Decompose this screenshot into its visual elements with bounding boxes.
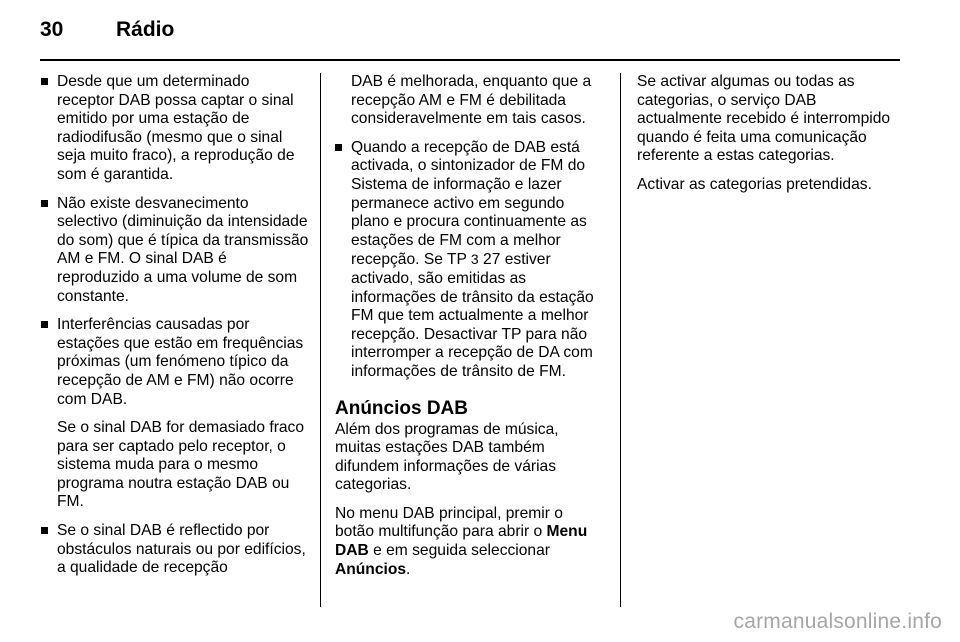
paragraph (335, 505, 605, 579)
bullet-text-start: Quando a recepção de DAB está activada, o sintonizador de FM do Sistema de informação e lazer permanece activo em segundo plano e procura continuamente as estações de FM com a melhor recepção. Se TP (351, 138, 587, 269)
bullet-item (41, 195, 309, 307)
square-bullet-icon (41, 527, 48, 534)
bullet-continuation: Se o sinal DAB for demasiado fraco para ser captado pelo receptor, o sistema muda para o mesmo programa noutra estação DAB ou FM. (57, 419, 305, 511)
watermark: carmanualsonline.info (733, 610, 942, 633)
square-bullet-icon (41, 78, 48, 85)
page-reference-arrow-icon: 3 (470, 251, 479, 268)
square-bullet-icon (41, 200, 48, 207)
column-1 (41, 73, 309, 588)
bullet-text-end: 27 estiver activado, são emitidas as informações de trânsito da estação FM que tem actualmente a melhor recepção. Desactivar TP para não interromper a recepção de DA com informações de trânsito de FM. (351, 251, 594, 380)
bullet-text: Interferências causadas por estações que estão em frequências próximas (um fenómeno típico da recepção de AM e FM) não ocorre com DAB. (57, 316, 304, 408)
section-title: Rádio (116, 18, 175, 41)
bullet-item (41, 73, 309, 185)
menu-name: Menu DAB (335, 523, 588, 560)
column-3 (637, 73, 905, 205)
bullet-text: Se o sinal DAB é reflectido por obstáculos naturais ou por edifícios, a qualidade de recepção (57, 522, 306, 577)
paragraph: Se activar algumas ou todas as categorias, o serviço DAB actualmente recebido é interrompido quando é feita uma comunicação referente a estas categorias. (637, 73, 891, 165)
page-number: 30 (40, 18, 64, 41)
bullet-continuation: DAB é melhorada, enquanto que a recepção AM e FM é debilitada consideravelmente em tais casos. (351, 73, 592, 128)
bullet-item (41, 316, 309, 409)
column-divider (320, 73, 321, 607)
text: e em seguida seleccionar (368, 542, 550, 560)
bullet-text: Desde que um determinado receptor DAB possa captar o sinal emitido por uma estação de radiodifusão (mesmo que o sinal seja muito fraco), a reprodução de som é garantida. (57, 73, 295, 183)
text: No menu DAB principal, premir o botão multifunção para abrir o (335, 504, 563, 541)
bullet-item (335, 139, 605, 382)
paragraph: Além dos programas de música, muitas estações DAB também difundem informações de várias categorias. (335, 420, 559, 494)
text: . (406, 560, 411, 578)
square-bullet-icon (41, 321, 48, 328)
bullet-item (41, 522, 309, 578)
menu-item-name: Anúncios (335, 560, 407, 578)
column-2 (335, 73, 605, 589)
column-divider (620, 73, 621, 607)
section-heading: Anúncios DAB (335, 397, 468, 419)
paragraph: Activar as categorias pretendidas. (637, 175, 872, 193)
bullet-text: Não existe desvanecimento selectivo (diminuição da intensidade do som) que é típica da transmissão AM e FM. O sinal DAB é reproduzido a uma volume de som constante. (57, 194, 309, 305)
square-bullet-icon (335, 144, 342, 151)
header-rule (40, 59, 900, 61)
